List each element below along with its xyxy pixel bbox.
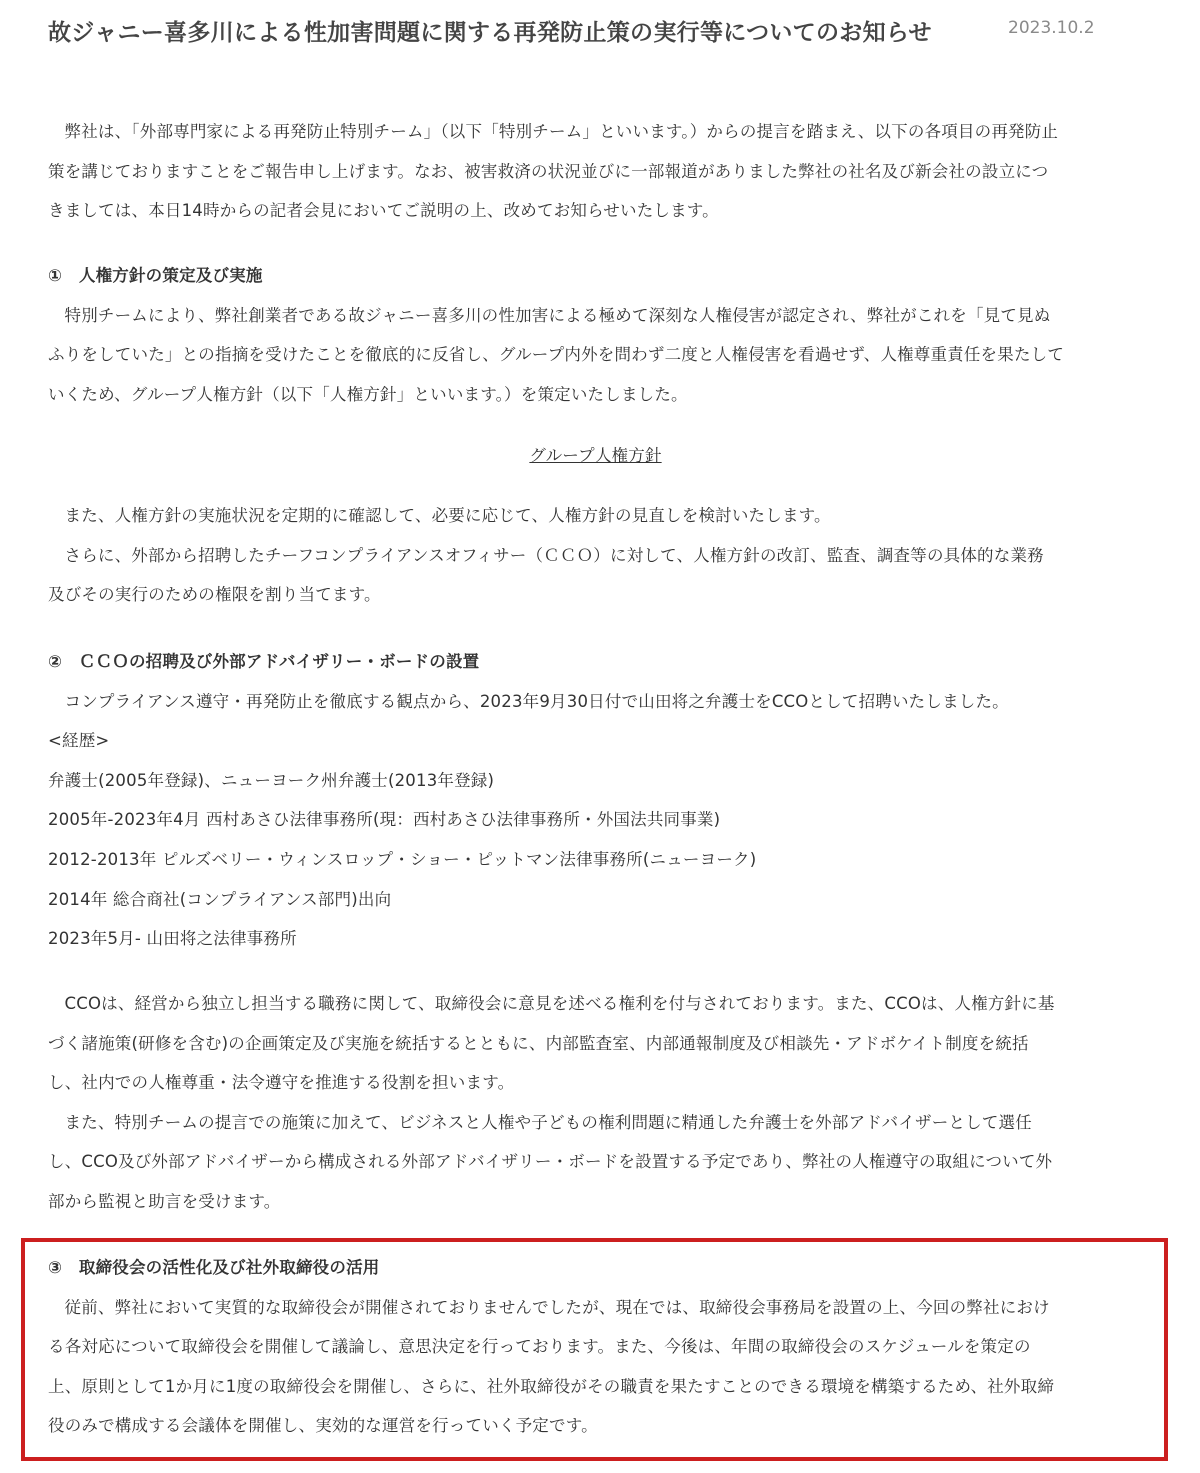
section-human-rights-policy [48,256,1143,414]
career-item: 2014年 総合商社(コンプライアンス部門)出向 [48,889,392,909]
section-line: 従前、弊社において実質的な取締役会が開催されておりませんでしたが、現在では、取締役会事務局を設置の上、今回の弊社におけ [64,1297,1050,1317]
section-line: CCOは、経営から独立し担当する職務に関して、取締役会に意見を述べる権利を付与されております。また、CCOは、人権方針に基 [64,994,1055,1013]
section-heading: ③ 取締役会の活性化及び社外取締役の活用 [48,1258,380,1277]
page-title: 故ジャニー喜多川による性加害問題に関する再発防止策の実行等についてのお知らせ [48,20,932,46]
section-line: また、特別チームの提言での施策に加えて、ビジネスと人権や子どもの権利問題に精通した弁護士を外部アドバイザーとして選任 [64,1112,1032,1132]
career-item: 2012-2013年 ピルズベリー・ウィンスロップ・ショー・ピットマン法律事務所(ニューヨーク) [48,849,757,869]
section-line: いくため、グループ人権方針（以下「人権方針」といいます。）を策定いたしました。 [48,384,688,404]
section-heading: ① 人権方針の策定及び実施 [48,266,263,285]
section-board [48,1248,1143,1446]
section-cco-cont [48,984,1143,1222]
career-label: <経歴> [48,731,110,751]
intro-line: きましては、本日14時からの記者会見においてご説明の上、改めてお知らせいたします。 [48,201,719,221]
career-item: 弁護士(2005年登録)、ニューヨーク州弁護士(2013年登録) [48,770,495,790]
section-line: 特別チームにより、弊社創業者である故ジャニー喜多川の性加害による極めて深刻な人権侵害が認定され、弊社がこれを「見て見ぬ [64,305,1051,325]
section-line: ふりをしていた」との指摘を受けたことを徹底的に反省し、グループ内外を問わず二度と人権侵害を看過せず、人権尊重責任を果たして [48,345,1065,365]
section-line: し、社内での人権尊重・法令遵守を推進する役割を担います。 [48,1073,515,1093]
section-line: し、CCO及び外部アドバイザーから構成される外部アドバイザリー・ボードを設置する予定であり、弊社の人権遵守の取組について外 [48,1152,1053,1172]
section-human-rights-policy-cont [48,496,1143,615]
section-heading: ② ＣＣＯの招聘及び外部アドバイザリー・ボードの設置 [48,652,480,671]
intro-line: 弊社は、「外部専門家による再発防止特別チーム」（以下「特別チーム」といいます。）からの提言を踏まえ、以下の各項目の再発防止 [64,122,1059,141]
section-line: さらに、外部から招聘したチーフコンプライアンスオフィサー（ＣＣＯ）に対して、人権方針の改訂、監査、調査等の具体的な業務 [64,545,1044,565]
section-line: る各対応について取締役会を開催して議論し、意思決定を行っております。また、今後は、年間の取締役会のスケジュールを策定の [48,1337,1031,1357]
header [48,14,1168,48]
section-line: 役のみで構成する会議体を開催し、実効的な運営を行っていく予定です。 [48,1416,598,1436]
section-line: づく諸施策(研修を含む)の企画策定及び実施を統括するとともに、内部監査室、内部通報制度及び相談先・アドボケイト制度を統括 [48,1033,1029,1053]
intro-line: 策を講じておりますことをご報告申し上げます。なお、被害救済の状況並びに一部報道がありました弊社の社名及び新会社の設立につ [48,161,1049,181]
intro-paragraph [48,112,1143,231]
policy-link-row [48,436,1143,476]
publish-date: 2023.10.2 [1008,18,1095,38]
section-line: 及びその実行のための権限を割り当てます。 [48,585,381,605]
career-item: 2005年-2023年4月 西村あさひ法律事務所(現：西村あさひ法律事務所・外国法共同事業) [48,810,721,830]
career-item: 2023年5月- 山田将之法律事務所 [48,929,297,949]
section-line: コンプライアンス遵守・再発防止を徹底する観点から、2023年9月30日付で山田将之弁護士をCCOとして招聘いたしました。 [64,691,1009,711]
section-line: また、人権方針の実施状況を定期的に確認して、必要に応じて、人権方針の見直しを検討いたします。 [64,506,831,525]
group-human-rights-policy-link[interactable]: グループ人権方針 [529,446,662,465]
section-line: 部から監視と助言を受けます。 [48,1191,281,1211]
section-line: 上、原則として1か月に1度の取締役会を開催し、さらに、社外取締役がその職責を果たすことのできる環境を構築するため、社外取締 [48,1376,1055,1396]
section-cco [48,642,1143,959]
